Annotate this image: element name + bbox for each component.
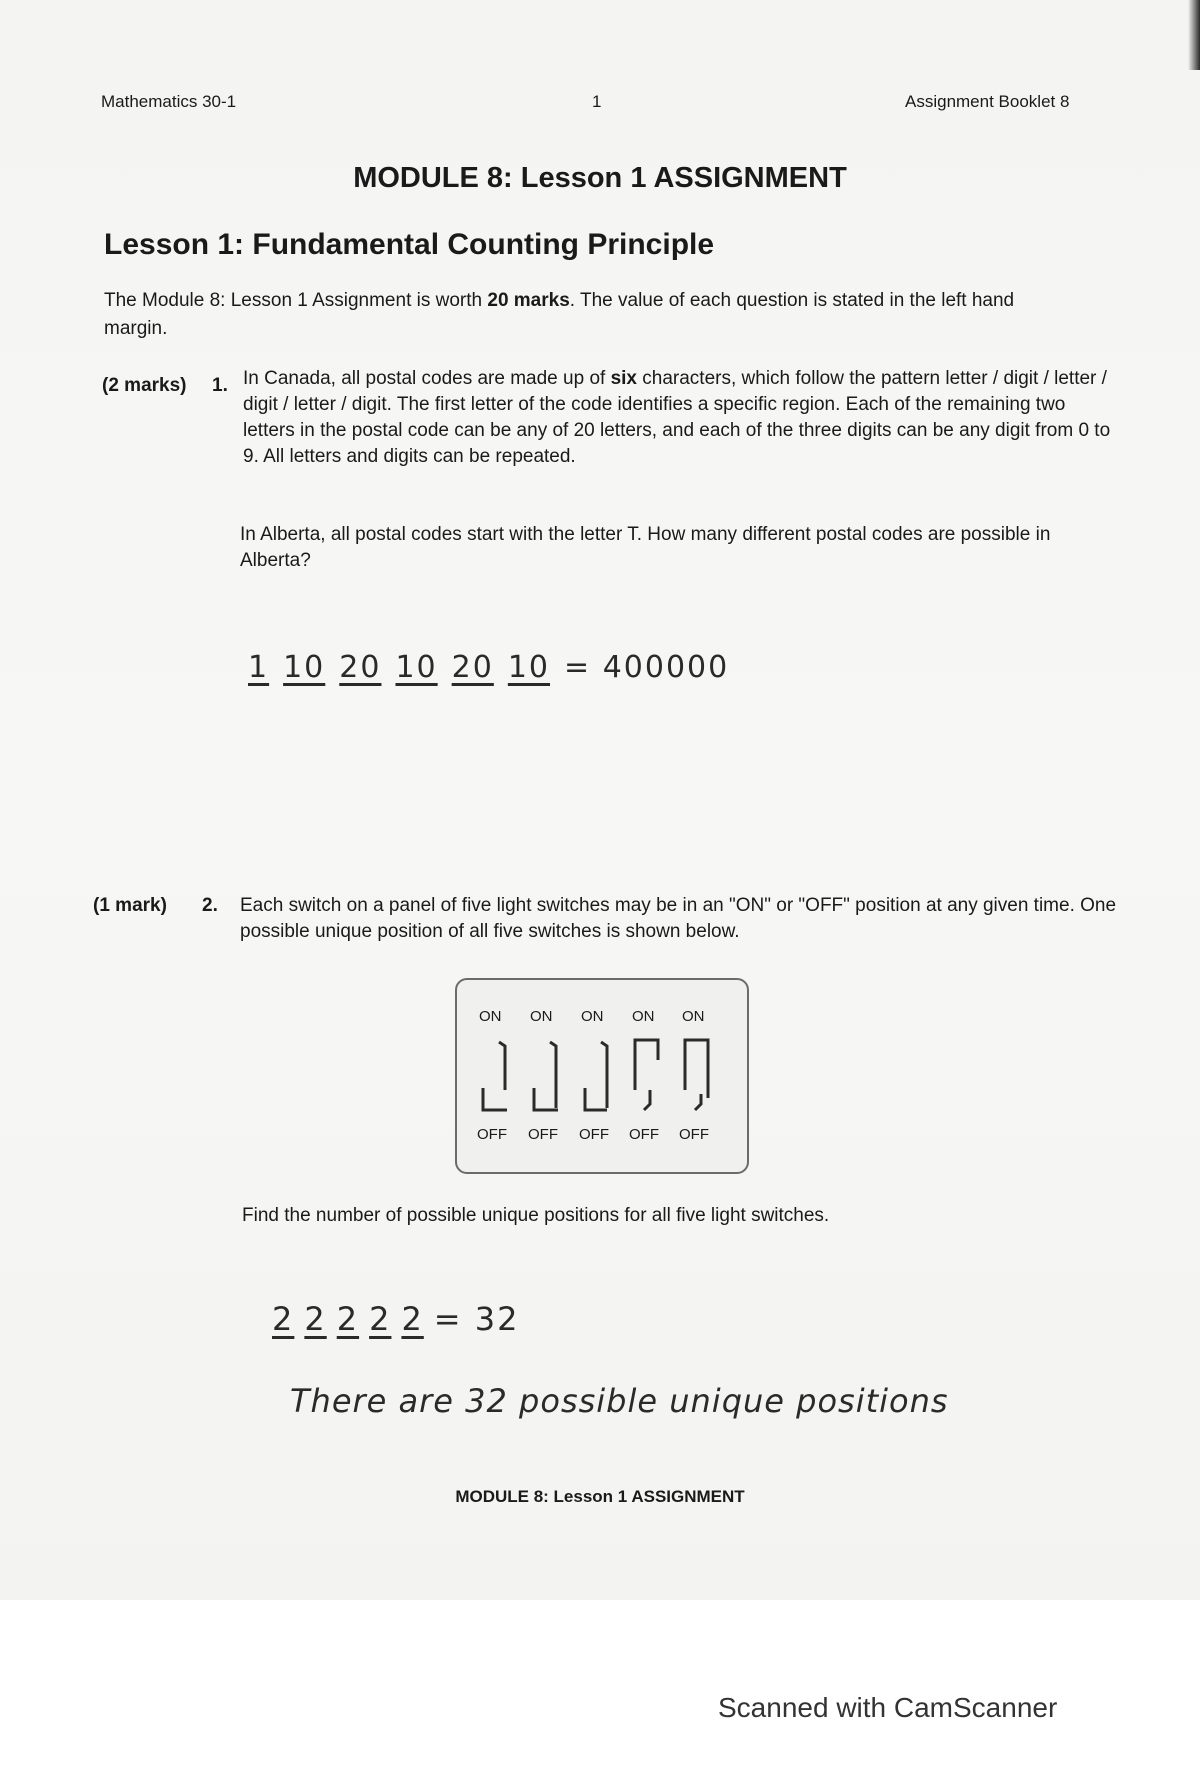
switch-3-off-label: OFF bbox=[579, 1126, 609, 1143]
q1-text-bold: six bbox=[610, 368, 637, 389]
page-edge-shadow bbox=[1188, 0, 1200, 70]
q1-marks: (2 marks) bbox=[102, 375, 187, 396]
q2-handwritten-sentence: There are 32 possible unique positions bbox=[290, 1382, 949, 1420]
q2-factor: 2 bbox=[369, 1300, 392, 1338]
switch-5-off-label: OFF bbox=[679, 1126, 709, 1143]
scanner-watermark: Scanned with CamScanner bbox=[718, 1692, 1058, 1723]
switch-2-off-label: OFF bbox=[528, 1126, 558, 1143]
header-page-number: 1 bbox=[592, 92, 602, 111]
switch-4-off-label: OFF bbox=[629, 1126, 659, 1143]
switch-1-icon bbox=[483, 1042, 507, 1110]
q2-factor: 2 bbox=[336, 1300, 360, 1338]
switch-5-icon bbox=[685, 1040, 708, 1110]
q2-result: = 32 bbox=[433, 1300, 520, 1338]
q1-result: = 400000 bbox=[564, 650, 730, 685]
intro-text-after: . The value of each question is stated in the left hand margin. bbox=[104, 290, 1015, 339]
switch-drawings bbox=[457, 980, 747, 1172]
q2-factor: 2 bbox=[304, 1300, 327, 1338]
q1-text-after: characters, which follow the pattern letter / digit / letter / digit / letter / digit. The first letter of the code identifies a specific region. Each of the remaining two letters in the postal code can be any of 20 letters, and each of the three digits can be any digit from 0 to 9. All letters and digits can be repeated. bbox=[243, 368, 1111, 467]
q2-handwritten-answer bbox=[272, 1300, 520, 1338]
q1-factor: 10 bbox=[507, 650, 551, 685]
switch-4-icon bbox=[635, 1040, 658, 1110]
q1-factor: 10 bbox=[283, 650, 326, 685]
lesson-title: Lesson 1: Fundamental Counting Principle bbox=[104, 228, 715, 261]
module-title: MODULE 8: Lesson 1 ASSIGNMENT bbox=[353, 162, 847, 194]
q1-text-before: In Canada, all postal codes are made up of bbox=[243, 368, 611, 389]
q1-factor: 1 bbox=[248, 650, 270, 685]
switch-3-on-label: ON bbox=[581, 1008, 604, 1025]
switch-1-off-label: OFF bbox=[477, 1126, 507, 1143]
q1-factor: 20 bbox=[451, 650, 494, 685]
q1-handwritten-answer bbox=[248, 650, 729, 685]
q1-followup: In Alberta, all postal codes start with the letter T. How many different postal codes are possible in Alberta? bbox=[240, 524, 1051, 571]
q2-marks: (1 mark) bbox=[93, 895, 167, 916]
q2-number: 2. bbox=[202, 895, 218, 916]
q2-factor: 2 bbox=[401, 1300, 424, 1338]
intro-text-before: The Module 8: Lesson 1 Assignment is worth bbox=[104, 290, 488, 311]
q2-factor: 2 bbox=[272, 1300, 295, 1338]
switch-2-icon bbox=[534, 1042, 558, 1110]
switch-1-on-label: ON bbox=[479, 1008, 502, 1025]
light-switch-panel bbox=[455, 978, 749, 1174]
switch-4-on-label: ON bbox=[632, 1008, 655, 1025]
intro-marks-bold: 20 marks bbox=[487, 290, 570, 311]
header-course: Mathematics 30-1 bbox=[101, 92, 237, 111]
header-booklet: Assignment Booklet 8 bbox=[905, 92, 1070, 111]
q1-factor: 20 bbox=[339, 650, 382, 685]
switch-3-icon bbox=[585, 1042, 607, 1110]
q1-number: 1. bbox=[212, 375, 228, 396]
switch-5-on-label: ON bbox=[682, 1008, 705, 1025]
switch-2-on-label: ON bbox=[530, 1008, 553, 1025]
q1-text bbox=[243, 366, 1113, 470]
q2-find-text: Find the number of possible unique positions for all five light switches. bbox=[242, 1205, 830, 1226]
assignment-intro bbox=[104, 287, 1044, 343]
q1-factor: 10 bbox=[395, 650, 438, 685]
q2-text: Each switch on a panel of five light switches may be in an "ON" or "OFF" position at any given time. One possible unique position of all five switches is shown below. bbox=[240, 895, 1117, 942]
page-footer: MODULE 8: Lesson 1 ASSIGNMENT bbox=[455, 1487, 745, 1506]
